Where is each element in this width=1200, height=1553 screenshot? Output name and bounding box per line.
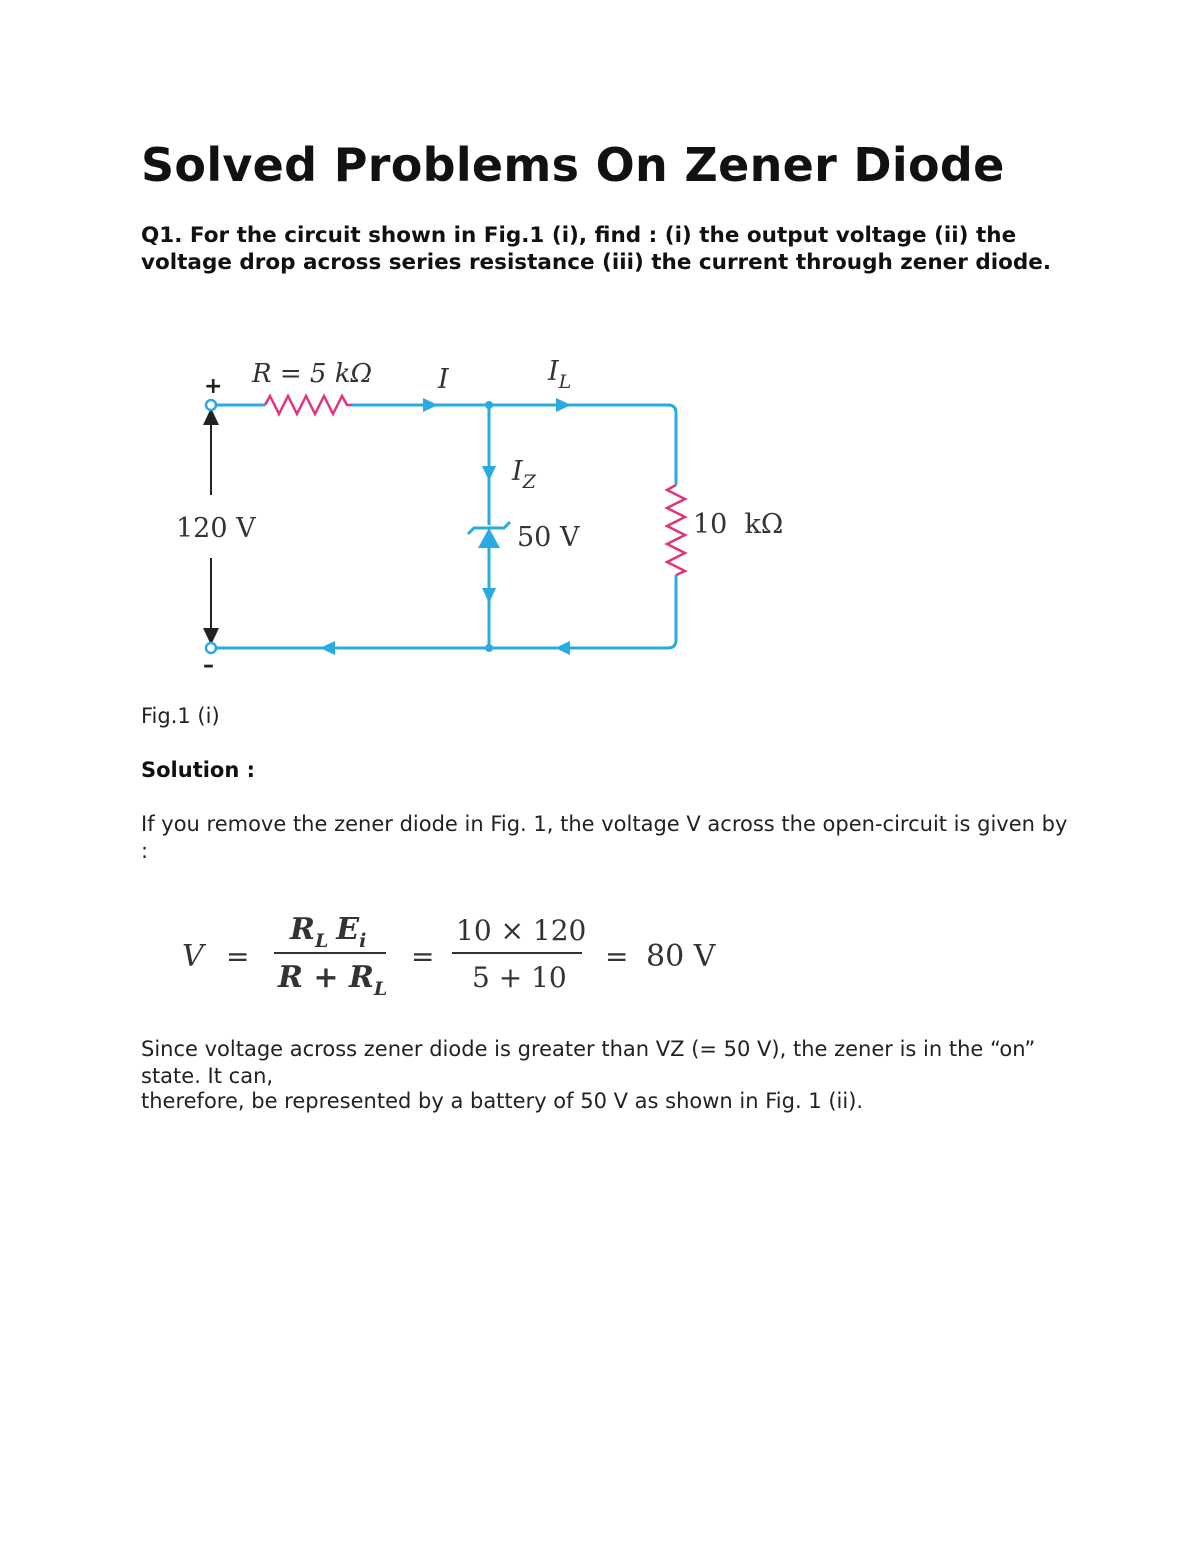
load-current-label: $I_L$ <box>548 356 572 393</box>
paragraph-1: If you remove the zener diode in Fig. 1, the voltage V across the open-circuit is given by : <box>141 812 1068 863</box>
equation-equals-3: = <box>605 940 629 973</box>
source-voltage-label: 120 V <box>176 513 256 544</box>
equation <box>170 900 730 1010</box>
question-text: Q1. For the circuit shown in Fig.1 (i), find : (i) the output voltage (ii) the voltage drop across series resistance (iii) the current through zener diode. <box>141 223 1052 275</box>
load-resistor-label: 10 kΩ <box>693 509 784 540</box>
equation-numerator-2: 10 × 120 <box>456 914 587 947</box>
paragraph-3: therefore, be represented by a battery of 50 V as shown in Fig. 1 (ii). <box>141 1089 864 1113</box>
equation-numerator-1: $R_L$ $E_i$ <box>290 912 367 952</box>
zener-voltage-label: 50 V <box>517 522 580 553</box>
load-resistor <box>667 485 685 575</box>
current-label: I <box>438 364 449 395</box>
junction-bottom <box>485 644 493 652</box>
paragraph-2: Since voltage across zener diode is greater than VZ (= 50 V), the zener is in the “on” state. It can, <box>141 1037 1036 1088</box>
zener-current-label: $I_Z$ <box>512 456 536 493</box>
equation-equals-2: = <box>411 940 435 973</box>
zener-diode-icon <box>468 522 510 548</box>
positive-terminal <box>206 400 216 410</box>
equation-equals-1: = <box>226 940 250 973</box>
minus-sign: – <box>203 653 214 678</box>
circuit-wires <box>215 405 676 648</box>
equation-result: 80 V <box>646 939 716 974</box>
page-title: Solved Problems On Zener Diode <box>141 138 1005 192</box>
junction-top <box>485 401 493 409</box>
resistor-label: R = 5 kΩ <box>252 359 373 389</box>
solution-label: Solution : <box>141 758 256 782</box>
equation-denominator-1: $R + R_L$ <box>278 960 388 1000</box>
negative-terminal <box>206 643 216 653</box>
figure-caption: Fig.1 (i) <box>141 704 220 728</box>
plus-sign: + <box>204 374 223 399</box>
circuit-figure <box>160 345 810 685</box>
equation-lhs: V <box>182 939 204 974</box>
series-resistor <box>265 396 352 414</box>
equation-denominator-2: 5 + 10 <box>472 961 567 994</box>
